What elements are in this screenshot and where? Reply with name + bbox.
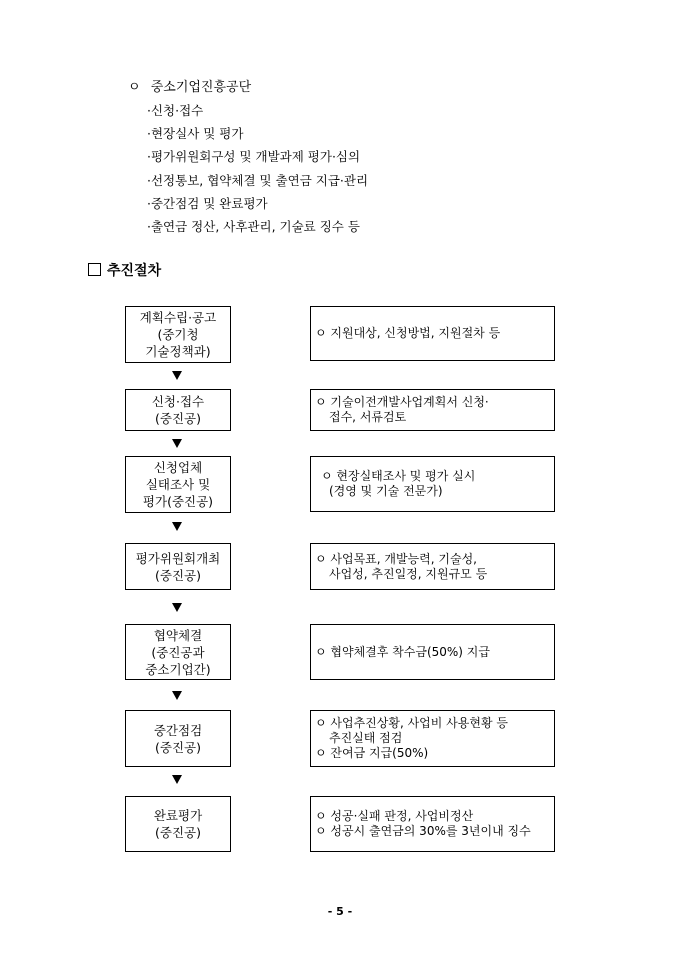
desc-box-midcheck: [310, 710, 555, 767]
desc-box-inspection: [310, 456, 555, 512]
desc-line: ㅇ 현장실태조사 및 평가 실시: [321, 469, 476, 483]
step-line: 중간점검: [153, 722, 203, 738]
duty-item: ·신청·접수: [147, 103, 204, 118]
step-line: 협약체결: [153, 627, 203, 643]
step-line: 신청업체: [153, 460, 203, 475]
step-line: 계획수립·공고: [139, 310, 217, 325]
desc-box-application: [310, 389, 555, 431]
desc-box-completion: [310, 796, 555, 852]
step-line: 완료평가: [153, 808, 203, 823]
step-line: (중진공과: [151, 644, 205, 660]
desc-line: ㅇ 성공·실패 판정, 사업비정산: [315, 809, 474, 823]
desc-box-committee: [310, 543, 555, 590]
down-arrow-icon: [172, 522, 182, 531]
desc-line: 사업성, 추진일정, 지원규모 등: [329, 566, 488, 581]
org-heading: [128, 80, 251, 96]
desc-line: 접수, 서류검토: [329, 410, 407, 424]
desc-line: ㅇ 기술이전개발사업계획서 신청·: [315, 395, 489, 409]
desc-line: ㅇ 협약체결후 착수금(50%) 지급: [315, 644, 490, 659]
down-arrow-icon: [172, 439, 182, 448]
org-bullet: ㅇ: [128, 80, 141, 95]
down-arrow-icon: [172, 603, 182, 612]
step-line: 기술정책과): [145, 344, 211, 359]
step-box-plan: [125, 306, 231, 363]
duty-item: ·선정통보, 협약체결 및 출연금 지급·관리: [147, 172, 369, 188]
section-title: 추진절차: [107, 263, 162, 279]
desc-box-plan: [310, 306, 555, 361]
section-heading: [88, 262, 161, 280]
desc-box-agreement: [310, 624, 555, 680]
step-line: (중진공): [155, 411, 201, 426]
duty-item: ·출연금 정산, 사후관리, 기술료 징수 등: [147, 218, 360, 234]
step-line: 신청·접수: [151, 394, 205, 409]
step-line: 평가(중진공): [142, 494, 214, 509]
desc-line: ㅇ 성공시 출연금의 30%를 3년이내 징수: [315, 824, 531, 838]
desc-line: ㅇ 사업목표, 개발능력, 기술성,: [315, 551, 477, 566]
desc-line: ㅇ 지원대상, 신청방법, 지원절차 등: [315, 326, 501, 340]
duty-list: [147, 102, 368, 241]
step-line: (중기청: [157, 327, 199, 342]
desc-line: ㅇ 잔여금 지급(50%): [315, 746, 429, 760]
step-line: 실태조사 및: [145, 477, 211, 492]
step-box-midcheck: [125, 710, 231, 767]
step-box-agreement: [125, 624, 231, 680]
step-box-application: [125, 389, 231, 431]
duty-item: ·평가위원회구성 및 개발과제 평가·심의: [147, 149, 361, 165]
step-line: (중진공): [155, 825, 201, 840]
step-box-completion: [125, 796, 231, 852]
down-arrow-icon: [172, 775, 182, 784]
step-box-committee: [125, 543, 231, 590]
step-box-inspection: [125, 456, 231, 513]
step-line: (중진공): [155, 567, 201, 583]
desc-line: ㅇ 사업추진상황, 사업비 사용현황 등: [315, 716, 508, 730]
step-line: 평가위원회개최: [135, 550, 221, 566]
duty-item: ·현장실사 및 평가: [147, 126, 244, 142]
step-line: 중소기업간): [145, 661, 211, 677]
down-arrow-icon: [172, 691, 182, 700]
down-arrow-icon: [172, 371, 182, 380]
step-line: (중진공): [155, 739, 201, 755]
page-number: - 5 -: [327, 905, 353, 918]
desc-line: 추진실태 점검: [329, 731, 403, 745]
duty-item: ·중간점검 및 완료평가: [147, 195, 268, 211]
org-name: 중소기업진흥공단: [150, 80, 252, 95]
desc-line: (경영 및 기술 전문가): [329, 484, 443, 498]
square-bullet-icon: [88, 263, 101, 276]
